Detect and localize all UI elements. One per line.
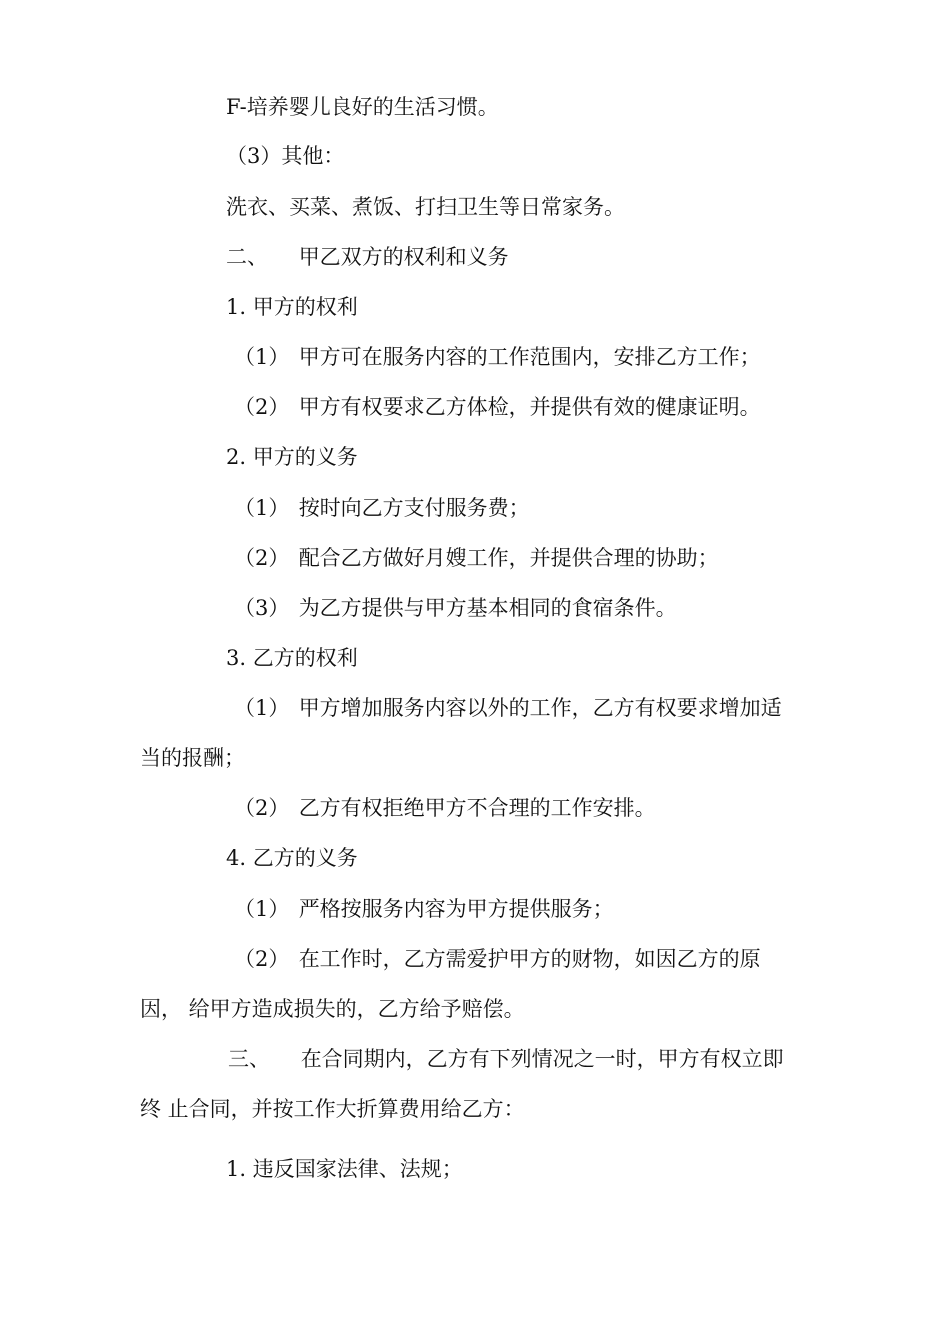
item-text: 乙方有权拒绝甲方不合理的工作安排。 — [298, 796, 656, 820]
paragraph-line — [226, 93, 499, 121]
item-number: （1） — [234, 345, 290, 369]
item-number: （2） — [234, 947, 290, 971]
paragraph-line — [226, 142, 344, 170]
line-text: 当的报酬； — [140, 746, 245, 770]
item-text: 甲方有权要求乙方体检，并提供有效的健康证明。 — [298, 395, 761, 419]
section-heading — [226, 243, 509, 271]
list-item — [234, 594, 677, 622]
item-number: （2） — [234, 796, 290, 820]
list-item — [234, 544, 719, 572]
item-number: （1） — [234, 897, 290, 921]
subsection-heading — [226, 644, 358, 672]
subsection-number: 3. — [226, 646, 247, 670]
section-number: 三、 — [228, 1047, 270, 1071]
paragraph-continuation — [140, 995, 525, 1023]
line-text: 洗衣、买菜、煮饭、打扫卫生等日常家务。 — [226, 195, 625, 219]
subsection-title: 甲方的权利 — [252, 295, 358, 319]
item-text: 在工作时，乙方需爱护甲方的财物，如因乙方的原 — [298, 947, 761, 971]
item-text: 按时向乙方支付服务费； — [298, 496, 530, 520]
section-title: 在合同期内，乙方有下列情况之一时，甲方有权立即 — [300, 1047, 784, 1071]
subsection-heading — [226, 293, 358, 321]
line-text: 终 止合同，并按工作大折算费用给乙方： — [140, 1097, 525, 1121]
subsection-heading — [226, 443, 358, 471]
list-item — [234, 494, 530, 522]
item-number: （1） — [234, 696, 290, 720]
paragraph-continuation — [140, 1095, 525, 1123]
section-number: 二、 — [226, 245, 268, 269]
subsection-number: 4. — [226, 846, 247, 870]
paragraph-line — [226, 193, 625, 221]
list-item — [234, 393, 761, 421]
list-item — [234, 794, 656, 822]
section-title: 甲乙双方的权利和义务 — [298, 245, 509, 269]
section-heading — [228, 1045, 784, 1073]
subsection-title: 甲方的义务 — [252, 445, 358, 469]
subsection-title: 乙方的权利 — [252, 646, 358, 670]
subsection-heading — [226, 844, 358, 872]
subsection-number: 2. — [226, 445, 247, 469]
paragraph-continuation — [140, 744, 245, 772]
list-item — [234, 343, 761, 371]
subsection-title: 违反国家法律、法规； — [252, 1157, 463, 1181]
item-text: 配合乙方做好月嫂工作，并提供合理的协助； — [298, 546, 719, 570]
item-text: 严格按服务内容为甲方提供服务； — [298, 897, 614, 921]
item-number: （2） — [234, 395, 290, 419]
list-item — [234, 895, 614, 923]
subsection-number: 1. — [226, 295, 247, 319]
item-text: 甲方可在服务内容的工作范围内，安排乙方工作； — [298, 345, 761, 369]
item-text: 甲方增加服务内容以外的工作，乙方有权要求增加适 — [298, 696, 782, 720]
list-item — [234, 945, 761, 973]
subsection-heading — [226, 1155, 463, 1183]
item-number: （1） — [234, 496, 290, 520]
item-number: （2） — [234, 546, 290, 570]
line-text: 因， 给甲方造成损失的，乙方给予赔偿。 — [140, 997, 525, 1021]
line-text: （3）其他： — [226, 144, 345, 168]
subsection-number: 1. — [226, 1157, 247, 1181]
item-number: （3） — [234, 596, 290, 620]
item-text: 为乙方提供与甲方基本相同的食宿条件。 — [298, 596, 677, 620]
list-item — [234, 694, 782, 722]
line-text: F-培养婴儿良好的生活习惯。 — [226, 95, 499, 119]
subsection-title: 乙方的义务 — [252, 846, 358, 870]
